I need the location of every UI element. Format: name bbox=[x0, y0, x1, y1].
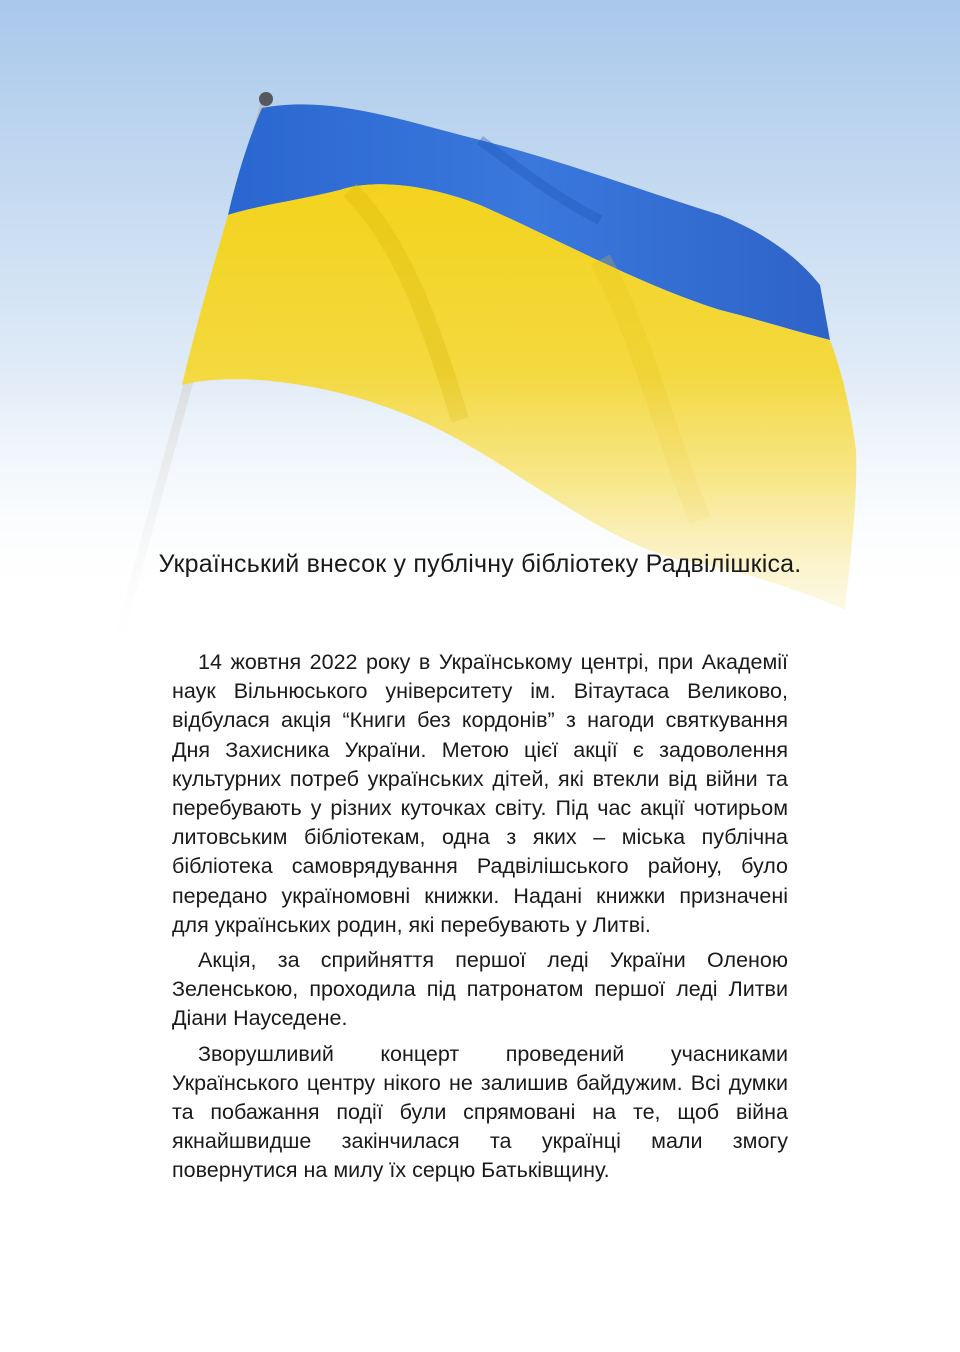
paragraph: 14 жовтня 2022 року в Українському центрі, при Академії наук Вільнюського університету ім. Вітаутаса Великово, відбулася акція “Книги без кордонів” з нагоди святкування Дня Захисника України. Метою цієї акції є задоволення культурних потреб українських дітей, які втекли від війни та перебувають у різних куточках світу. Під час акції чотирьом литовським бібліотекам, одна з яких – міська публічна бібліотека самоврядування Радвілішського району, було передано україномовні книжки. Надані книжки призначені для українських родин, які перебувають у Литві. bbox=[172, 650, 788, 937]
paragraph: Зворушливий концерт проведений учасниками Українського центру нікого не залишив байдужим. Всі думки та побажання події були спрямовані на те, щоб війна якнайшвидше закінчилася та українці мали змогу повернутися на милу їх серцю Батьківщину. bbox=[172, 1041, 788, 1183]
article-body bbox=[172, 648, 788, 1192]
paragraph: Акція, за сприйняття першої леді України Оленою Зеленською, проходила під патронатом першої леді Литви Діани Науседене. bbox=[172, 948, 788, 1031]
page-title: Український внесок у публічну бібліотеку Радвілішкіса. bbox=[158, 550, 802, 578]
